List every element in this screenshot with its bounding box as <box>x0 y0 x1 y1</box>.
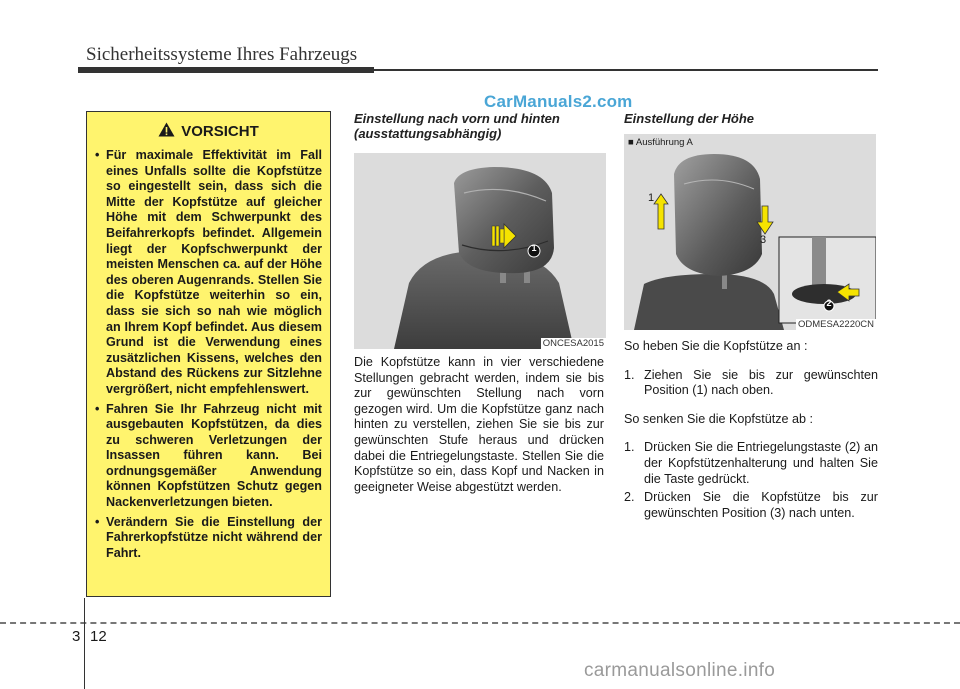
headrest-height-svg <box>624 134 876 330</box>
raise-steps <box>624 368 878 399</box>
raise-intro: So heben Sie die Kopfstütze an : <box>624 339 808 353</box>
marker-1: 1 <box>648 192 655 204</box>
caution-item: • Verändern Sie die Einstellung der Fahrerkopfstütze nicht während der Fahrt. <box>93 515 322 562</box>
watermark-footer-link[interactable]: carmanualsonline.info <box>584 660 776 681</box>
lower-steps <box>624 440 878 521</box>
lower-intro: So senken Sie die Kopfstütze ab : <box>624 411 814 426</box>
caution-item: • Fahren Sie Ihr Fahrzeug nicht mit ausgebauten Kopfstützen, da dies zu schweren Verletzungen der Insassen führen kann. Bei ordnungsgemäßer Anwendung können Kopfstützen Schutz gegen Nackenverletzungen bieten. <box>93 402 322 511</box>
caution-box <box>86 111 331 597</box>
caution-heading <box>87 122 330 141</box>
step-text: Ziehen Sie sie bis zur gewünschten Position (1) nach oben. <box>644 367 878 398</box>
step-item <box>624 368 878 399</box>
figure-code: ODMESA2220CN <box>797 319 874 330</box>
header-rule-bar <box>78 67 374 73</box>
footer-dashed-rule <box>0 622 960 624</box>
section-heading-height: Einstellung der Höhe <box>624 111 755 126</box>
body-text-forward-back: Die Kopfstütze kann in vier verschiedene Stellungen gebracht werden, indem sie bis zur gewünschten Stellung nach vorn gezogen wird. Um die Kopfstütze ganz nach hinten zu verstellen, ziehen Sie sie bis zur gewünschten Stufe heraus und drücken dabei die Entriegelungstaste. Stellen Sie die Kopfstütze so ein, dass Kopf und Nacken in geeigneter Weise abgestützt werden. <box>354 355 604 494</box>
step-text: Drücken Sie die Kopfstütze bis zur gewünschten Position (3) nach unten. <box>644 490 878 520</box>
step-number: 1. <box>624 440 635 455</box>
step-number: 1. <box>624 367 635 382</box>
step-number: 2. <box>624 490 635 505</box>
step-text: Drücken Sie die Entriegelungstaste (2) an der Kopfstützenhalterung und halten Sie die Taste gedrückt. <box>644 440 878 486</box>
warning-icon <box>158 122 175 141</box>
page-number: 12 <box>90 628 107 645</box>
headrest-forward-illustration <box>354 153 606 349</box>
heading-line: (ausstattungsabhängig) <box>354 126 502 141</box>
headrest-height-illustration <box>624 134 876 330</box>
step-item <box>624 490 878 521</box>
page-header-title: Sicherheitssysteme Ihres Fahrzeugs <box>86 44 358 65</box>
footer-divider <box>84 598 86 689</box>
caution-list <box>93 148 322 565</box>
marker-2: 2 <box>826 298 832 308</box>
headrest-illustration-svg <box>354 153 606 349</box>
step-item <box>624 440 878 487</box>
body-text-height <box>624 339 878 534</box>
caution-item: • Für maximale Effektivität im Fall eines Unfalls sollte die Kopfstütze so eingestellt sein, dass sich die Mitte der Kopfstütze auf gleicher Höhe mit dem Schwerpunkt des Beifahrerkopfs befindet. Allgemein liegt der Kopfschwerpunkt der meisten Menschen ca. auf der Höhe des oberen Augenrands. Stellen Sie die Kopfstütze weiterhin so ein, dass sie sich so nah wie möglich an Ihrem Kopf befindet. Aus diesem Grund ist die Verwendung eines zusätzlichen Kissens, welches den Abstand des Rückens zur Sitzlehne vergrößert, nicht empfehlenswert. <box>93 148 322 398</box>
caution-heading-text: VORSICHT <box>181 123 259 140</box>
watermark-link[interactable]: CarManuals2.com <box>484 92 633 111</box>
section-heading-forward-back <box>354 111 609 141</box>
chapter-number: 3 <box>72 628 81 645</box>
figure-code: ONCESA2015 <box>542 338 604 349</box>
marker-3: 3 <box>760 234 767 246</box>
heading-line: Einstellung nach vorn und hinten <box>354 111 560 126</box>
figure-variant-label: ■ Ausführung A <box>628 137 693 148</box>
marker-1: 1 <box>531 243 537 253</box>
